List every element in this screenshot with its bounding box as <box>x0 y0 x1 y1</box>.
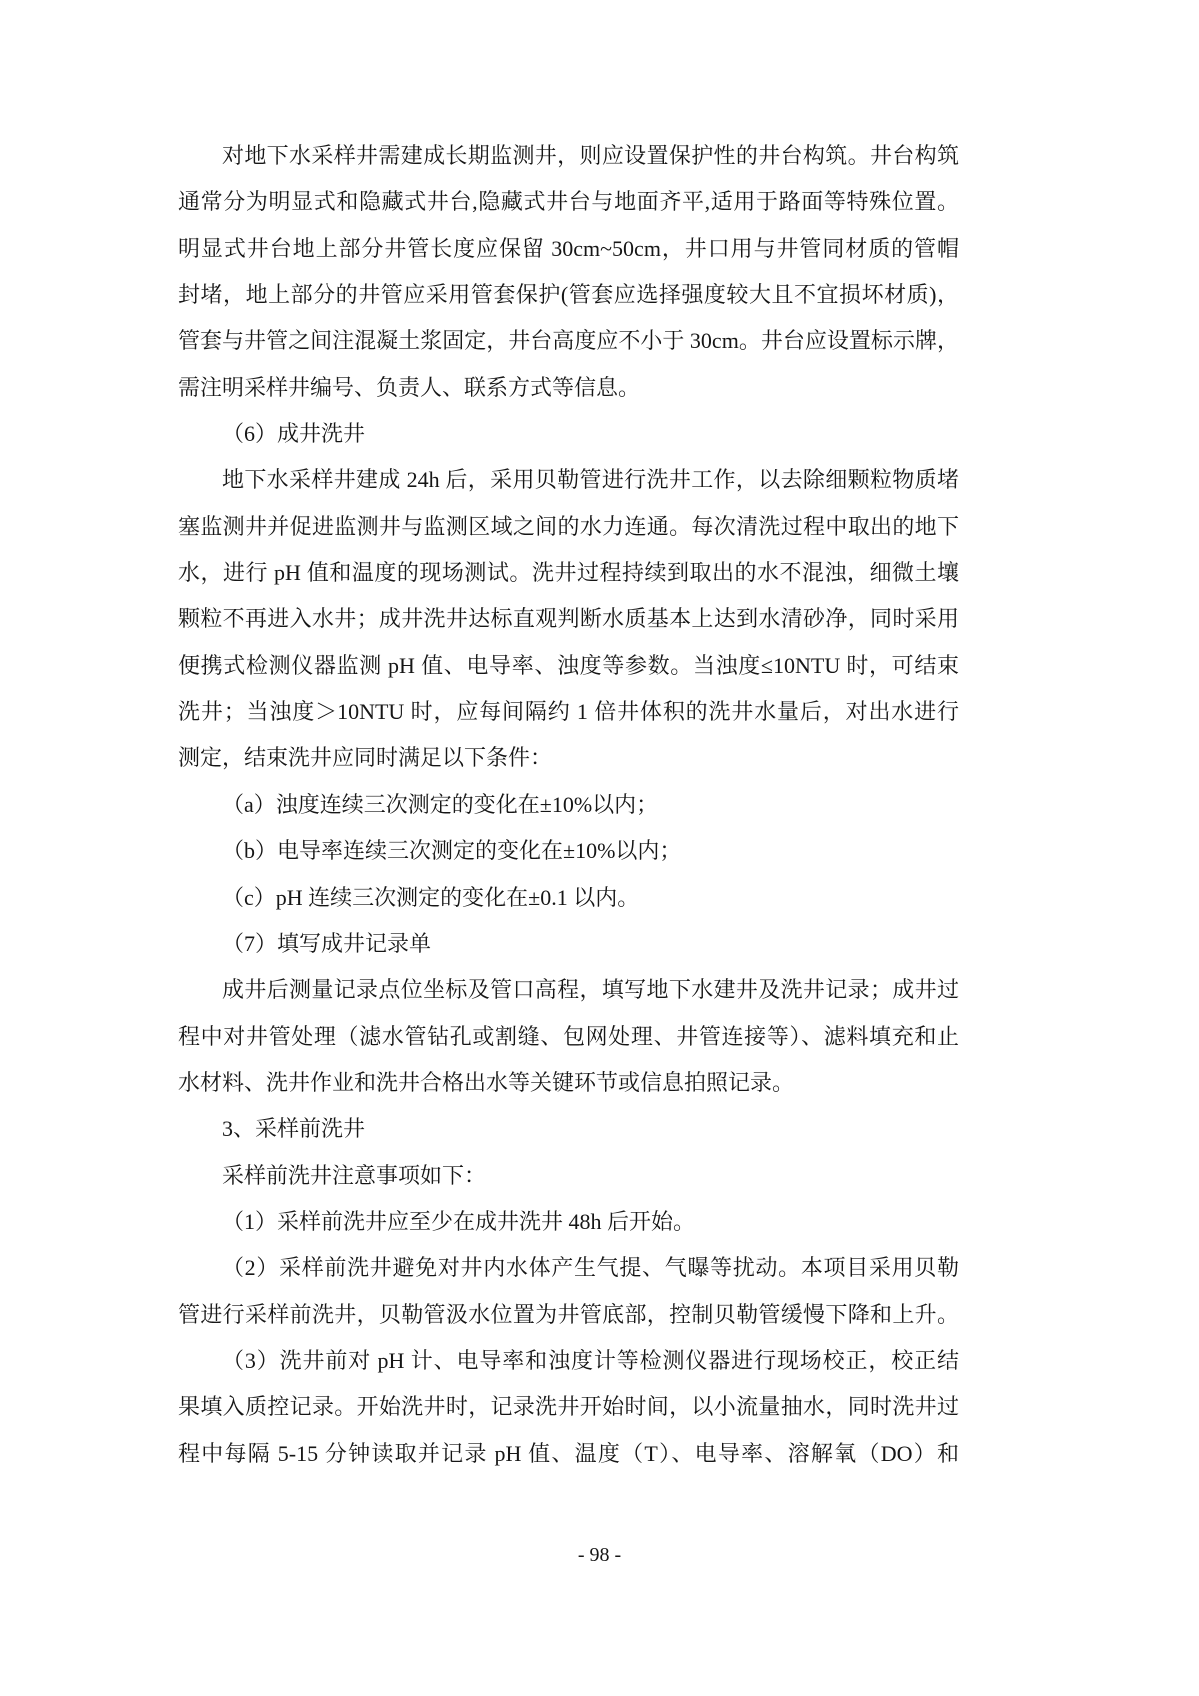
text-line: 便携式检测仪器监测 pH 值、电导率、浊度等参数。当浊度≤10NTU 时，可结束 <box>178 652 959 678</box>
text-line: 对地下水采样井需建成长期监测井，则应设置保护性的井台构筑。井台构筑 <box>222 143 959 168</box>
list-item: （1）采样前洗井应至少在成井洗井 48h 后开始。 <box>222 1208 696 1234</box>
text-line: 采样前洗井注意事项如下： <box>222 1162 487 1188</box>
text-line: 管套与井管之间注混凝土浆固定，井台高度应不小于 30cm。井台应设置标示牌， <box>178 328 959 354</box>
section-heading: （7）填写成井记录单 <box>222 930 432 956</box>
text-line: 管进行采样前洗井，贝勒管汲水位置为井管底部，控制贝勒管缓慢下降和上升。 <box>178 1301 959 1327</box>
text-line: 水材料、洗井作业和洗井合格出水等关键环节或信息拍照记录。 <box>178 1069 795 1095</box>
text-line: （2）采样前洗井避免对井内水体产生气提、气曝等扰动。本项目采用贝勒 <box>222 1255 959 1281</box>
text-line: 地下水采样井建成 24h 后，采用贝勒管进行洗井工作，以去除细颗粒物质堵 <box>222 467 959 493</box>
list-item: （c）pH 连续三次测定的变化在±0.1 以内。 <box>222 884 640 910</box>
text-line: 程中每隔 5-15 分钟读取并记录 pH 值、温度（T）、电导率、溶解氧（DO）和 <box>178 1440 959 1466</box>
text-line: 程中对井管处理（滤水管钻孔或割缝、包网处理、井管连接等）、滤料填充和止 <box>178 1023 959 1049</box>
text-line: 颗粒不再进入水井；成井洗井达标直观判断水质基本上达到水清砂净，同时采用 <box>178 606 959 632</box>
list-item: （a）浊度连续三次测定的变化在±10%以内； <box>222 791 659 817</box>
text-line: （3）洗井前对 pH 计、电导率和浊度计等检测仪器进行现场校正，校正结 <box>222 1347 959 1373</box>
text-line: 通常分为明显式和隐藏式井台,隐藏式井台与地面齐平,适用于路面等特殊位置。 <box>178 189 959 215</box>
section-heading: 3、采样前洗井 <box>222 1116 366 1142</box>
text-line: 水，进行 pH 值和温度的现场测试。洗井过程持续到取出的水不混浊，细微土壤 <box>178 560 959 586</box>
list-item: （b）电导率连续三次测定的变化在±10%以内； <box>222 838 682 864</box>
text-line: 需注明采样井编号、负责人、联系方式等信息。 <box>178 374 641 400</box>
text-line: 果填入质控记录。开始洗井时，记录洗井开始时间，以小流量抽水，同时洗井过 <box>178 1394 959 1420</box>
text-line: 成井后测量记录点位坐标及管口高程，填写地下水建井及洗井记录；成井过 <box>222 977 959 1003</box>
page-number: - 98 - <box>577 1544 622 1566</box>
text-line: 明显式井台地上部分井管长度应保留 30cm~50cm，井口用与井管同材质的管帽 <box>178 235 959 261</box>
text-line: 测定，结束洗井应同时满足以下条件： <box>178 745 553 771</box>
text-line: 塞监测井并促进监测井与监测区域之间的水力连通。每次清洗过程中取出的地下 <box>178 513 959 539</box>
document-body <box>178 133 959 1477</box>
text-line: 封堵，地上部分的井管应采用管套保护(管套应选择强度较大且不宜损坏材质)， <box>178 282 959 308</box>
text-line: 洗井；当浊度＞10NTU 时，应每间隔约 1 倍井体积的洗井水量后，对出水进行 <box>178 699 959 725</box>
section-heading: （6）成井洗井 <box>222 421 366 447</box>
